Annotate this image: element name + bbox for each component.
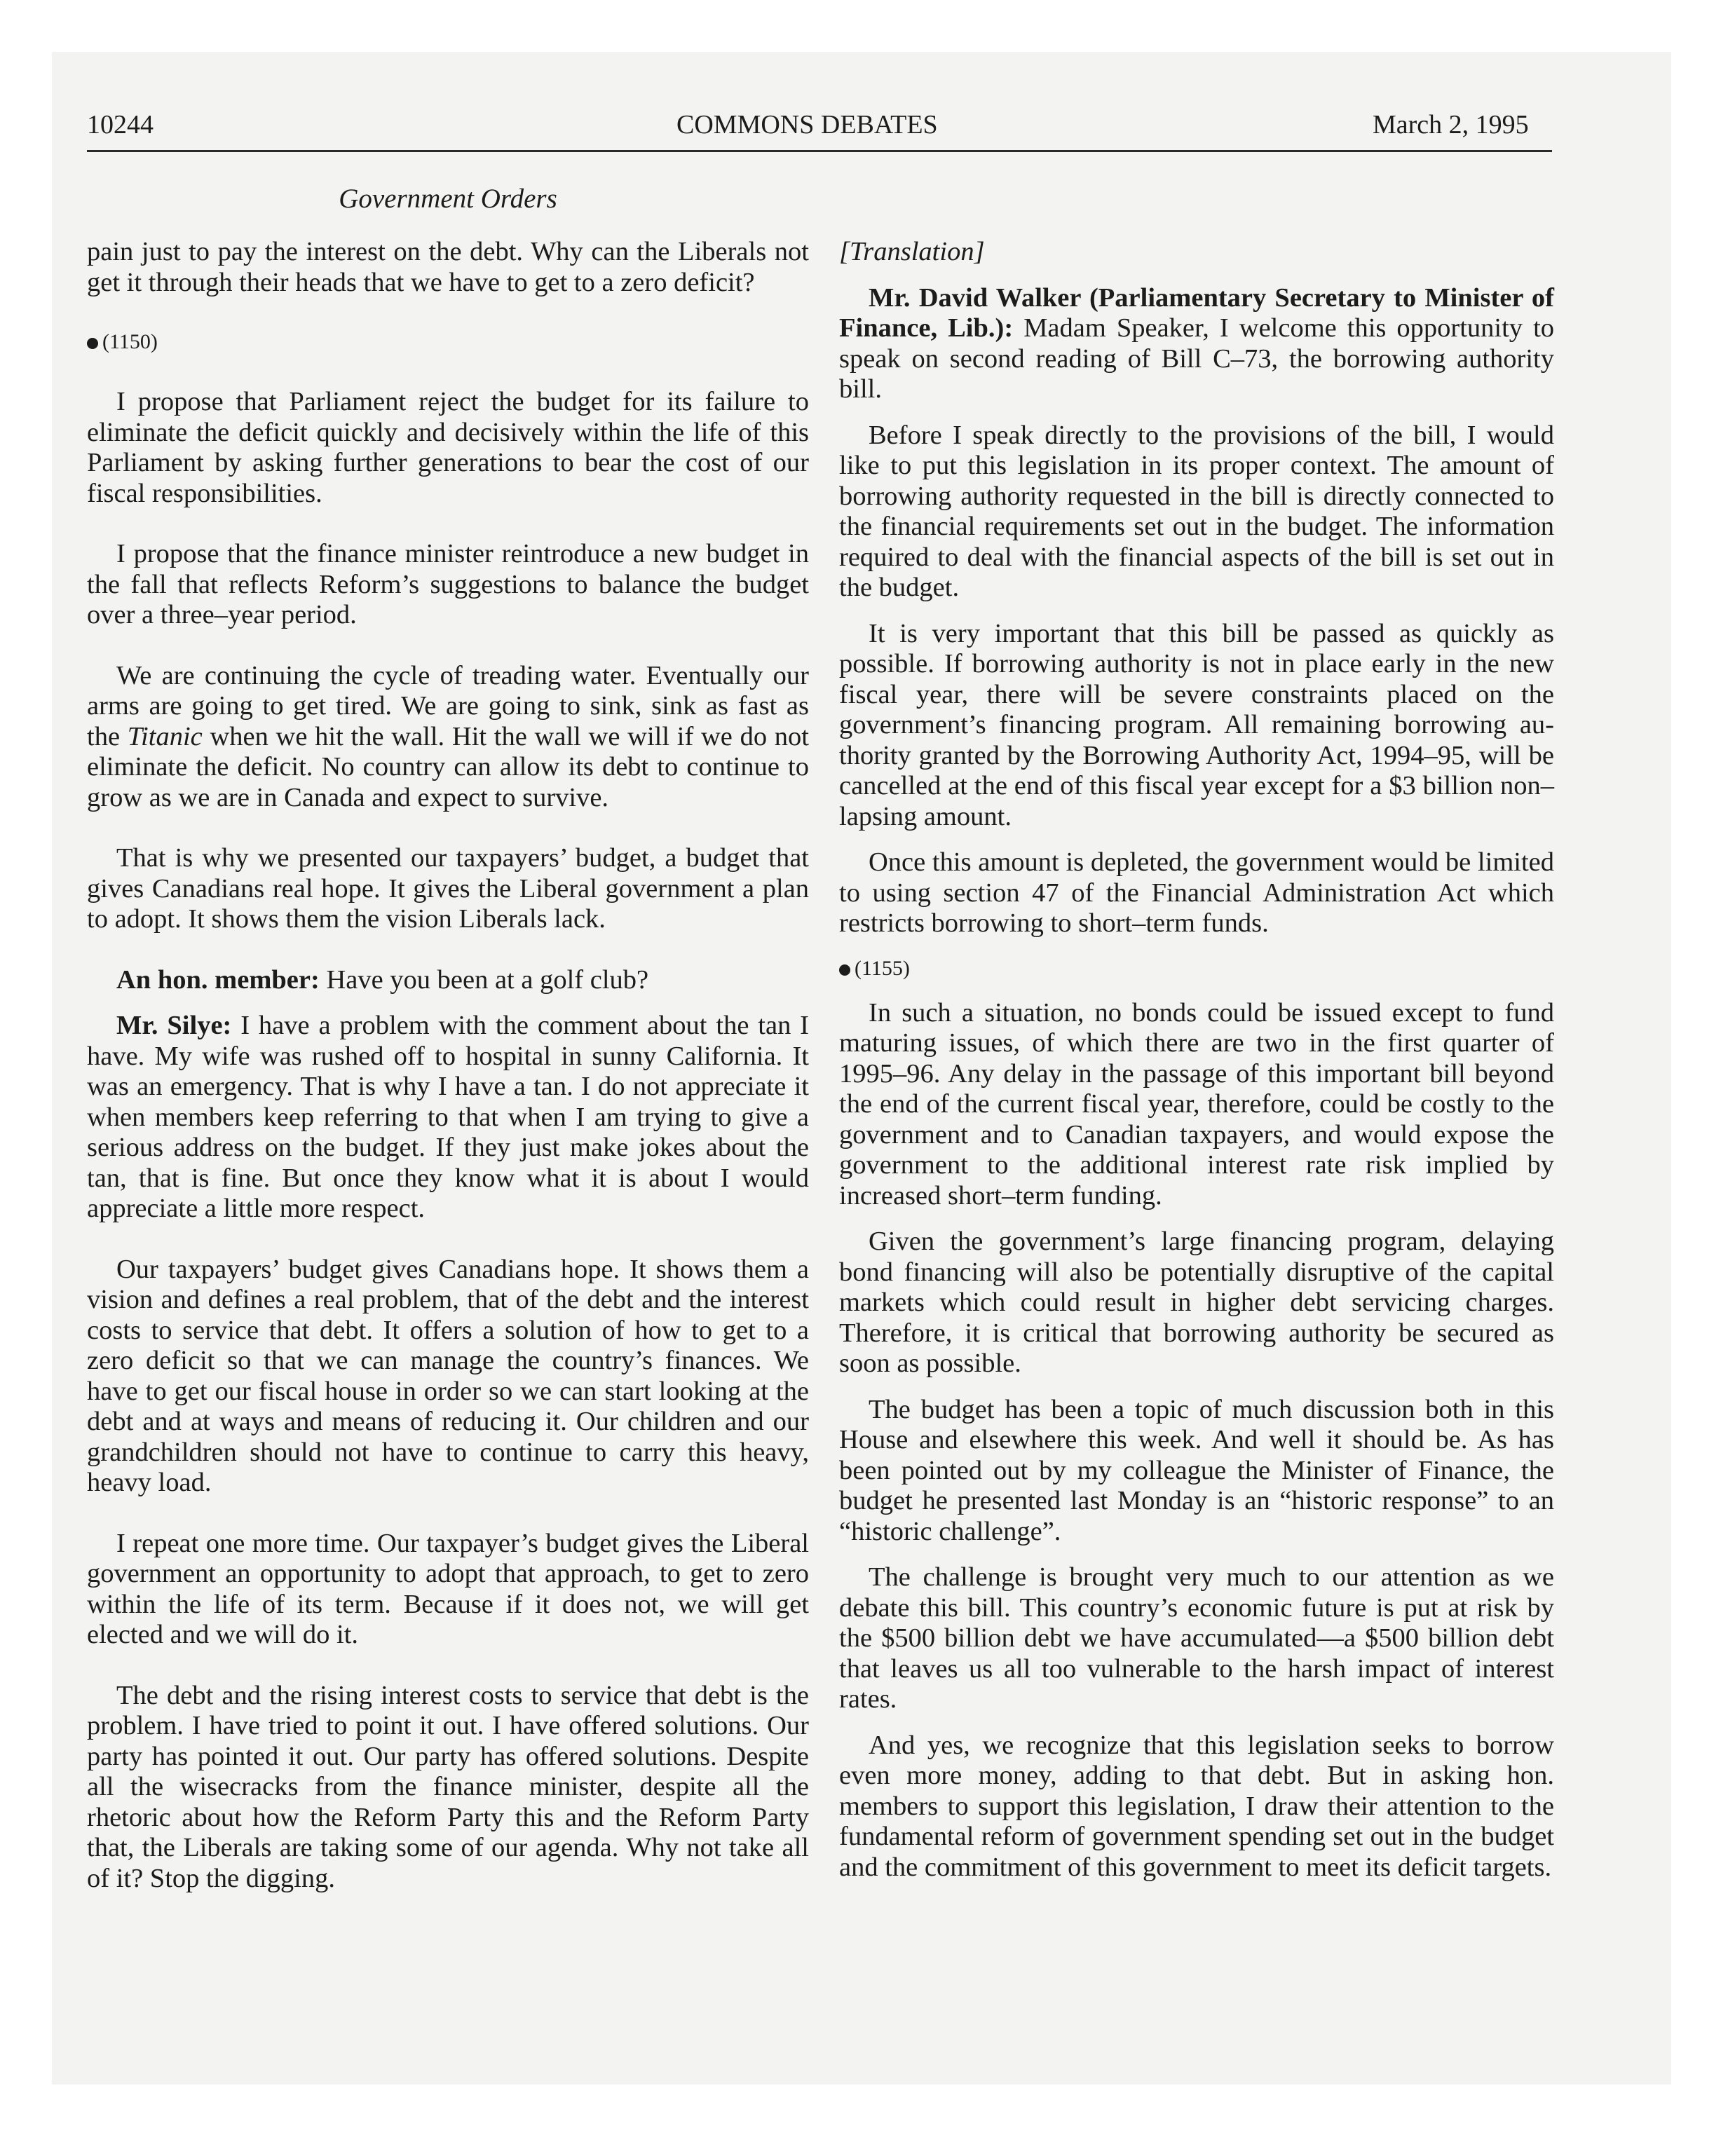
paragraph bbox=[87, 843, 809, 935]
page-number: 10244 bbox=[87, 110, 154, 139]
speaker-name: Mr. David Walker (Parliamentary Secretary to Minister of Finance, Lib.): bbox=[839, 282, 1554, 343]
paragraph: In such a situation, no bonds could be issued except to fund maturing issues, of which there are two in the first quarter of 1995–96. Any delay in the passage of this important bill beyond the end of the current fiscal year, therefore, could be costly to the government and to Canadian taxpayers, and would expose the government to the additional interest rate risk implied by increased short–term funding. bbox=[839, 997, 1554, 1210]
right-column bbox=[839, 237, 1554, 1898]
paragraph: The budget has been a topic of much discussion both in this House and elsewhere this week. And well it should be. As has been pointed out by my colleague the Minister of Finance, the budget he presented last Monday is an “historic response” to an “historic challenge”. bbox=[839, 1394, 1554, 1546]
intervention bbox=[87, 1011, 809, 1224]
paragraph: And yes, we recognize that this legislation seeks to borrow even more money, adding to that debt. But in asking hon. members to support this legislation, I draw their attention to the fundamental reform of government spending set out in the budget and the commitment of this government to meet its deficit targets. bbox=[839, 1730, 1554, 1882]
speech-text: Have you been at a golf club? bbox=[326, 964, 649, 995]
paragraph: I repeat one more time. Our taxpayer’s budget gives the Liberal government an opportunity to adopt that approach, to get to zero within the life of its term. Because if it does not, we will get elected and we will do it. bbox=[87, 1528, 809, 1649]
bullet-icon bbox=[87, 338, 98, 349]
ship-name: Titanic bbox=[127, 721, 203, 751]
paragraph bbox=[87, 661, 809, 814]
paragraph: I propose that Parliament reject the budget for its failure to eliminate the deficit quickly and decisively within the life of this Parliament by asking further generations to bear the cost of our fiscal responsibilities. bbox=[87, 387, 809, 508]
sitting-date: March 2, 1995 bbox=[1373, 110, 1529, 139]
timestamp bbox=[87, 328, 809, 356]
intervention bbox=[839, 283, 1554, 405]
timestamp bbox=[839, 955, 1554, 983]
section-title: Government Orders bbox=[339, 184, 557, 214]
journal-title: COMMONS DEBATES bbox=[676, 110, 938, 139]
timestamp-text: (1155) bbox=[855, 956, 910, 980]
paragraph: Once this amount is depleted, the government would be limited to using section 47 of the Financial Administration Act which restricts borrowing to short–term funds. bbox=[839, 847, 1554, 938]
speaker-name: An hon. member: bbox=[116, 964, 320, 995]
intervention bbox=[87, 965, 809, 996]
paragraph-text: We are continuing the cycle of treading water. Eventually our arms are going to get tired. We are going to sink, sink as fast as the bbox=[87, 660, 809, 751]
paragraph: The debt and the rising interest costs to service that debt is the problem. I have tried to point it out. I have offered solutions. Our party has pointed it out. Our party has offered solutions. Despite all the wisecracks from the finance minister, despite all the rhetoric about how the Reform Party this and the Reform Party that, the Liberals are taking some of our agenda. Why not take all of it? Stop the digging. bbox=[87, 1680, 809, 1893]
paragraph: Our taxpayers’ budget gives Canadians hope. It shows them a vision and defines a real problem, that of the debt and the interest costs to service that debt. It offers a solution of how to get to a zero deficit so that we can manage the country’s finances. We have to get our fiscal house in order so we can start looking at the debt and at ways and means of reducing it. Our children and our grandchildren should not have to continue to carry this heavy, heavy load. bbox=[87, 1254, 809, 1497]
speech-text: Madam Speaker, I welcome this opportunity to speak on second reading of Bill C–73, the borrowing authority bill. bbox=[839, 313, 1555, 404]
paragraph: pain just to pay the interest on the debt. Why can the Liberals not get it through their heads that we have to get to a zero deficit? bbox=[87, 237, 809, 297]
paragraph-text: when we hit the wall. Hit the wall we will if we do not eliminate the deficit. No country can allow its debt to continue to grow as we are in Canada and expect to survive. bbox=[87, 721, 810, 812]
paragraph-text: That is why we presented our taxpayers’ budget, a budget that gives Canadians real hope. It gives the Liberal government a plan to adopt. It shows them the vision Liberals lack. bbox=[87, 843, 809, 934]
paragraph: It is very important that this bill be passed as quickly as possible. If borrowing authority is not in place early in the new fiscal year, there will be severe constraints placed on the government’s financing program. All remaining borrowing authority granted by the Borrowing Authority Act, 1994–95, will be cancelled at the end of this fiscal year except for a $3 billion non–lapsing amount. bbox=[839, 618, 1554, 831]
speaker-name: Mr. Silye: bbox=[116, 1011, 232, 1040]
header-rule bbox=[87, 150, 1552, 152]
paragraph: I propose that the finance minister reintroduce a new budget in the fall that reflects Reform’s suggestions to balance the budget over a three–year period. bbox=[87, 539, 809, 629]
paragraph: The challenge is brought very much to our attention as we debate this bill. This country’s economic future is put at risk by the $500 billion debt we have accumulated—a $500 billion debt that leaves us all too vulnerable to the harsh impact of interest rates. bbox=[839, 1562, 1554, 1714]
timestamp-text: (1150) bbox=[102, 330, 158, 353]
left-column bbox=[87, 237, 809, 1924]
paragraph: Before I speak directly to the provisions of the bill, I would like to put this legislation in its proper context. The amount of borrowing authority requested in the bill is directly connected to the financial requirements set out in the budget. The information required to deal with the financial aspects of the bill is set out in the budget. bbox=[839, 420, 1554, 602]
bullet-icon bbox=[839, 964, 850, 976]
speech-text: I have a problem with the comment about the tan I have. My wife was rushed off to hospital in sunny California. It was an emergency. That is why I have a tan. I do not appreciate it when members keep referring to that when I am trying to give a serious address on the budget. If they just make jokes about the tan, that is fine. But once they know what it is about I would appreciate a little more respect. bbox=[87, 1011, 810, 1223]
paragraph: Given the government’s large financing program, delaying bond financing will also be potentially disruptive of the capital markets which could result in higher debt servicing charges. Therefore, it is critical that borrowing authority be secured as soon as possible. bbox=[839, 1227, 1554, 1378]
translation-note: [Translation] bbox=[839, 237, 985, 266]
